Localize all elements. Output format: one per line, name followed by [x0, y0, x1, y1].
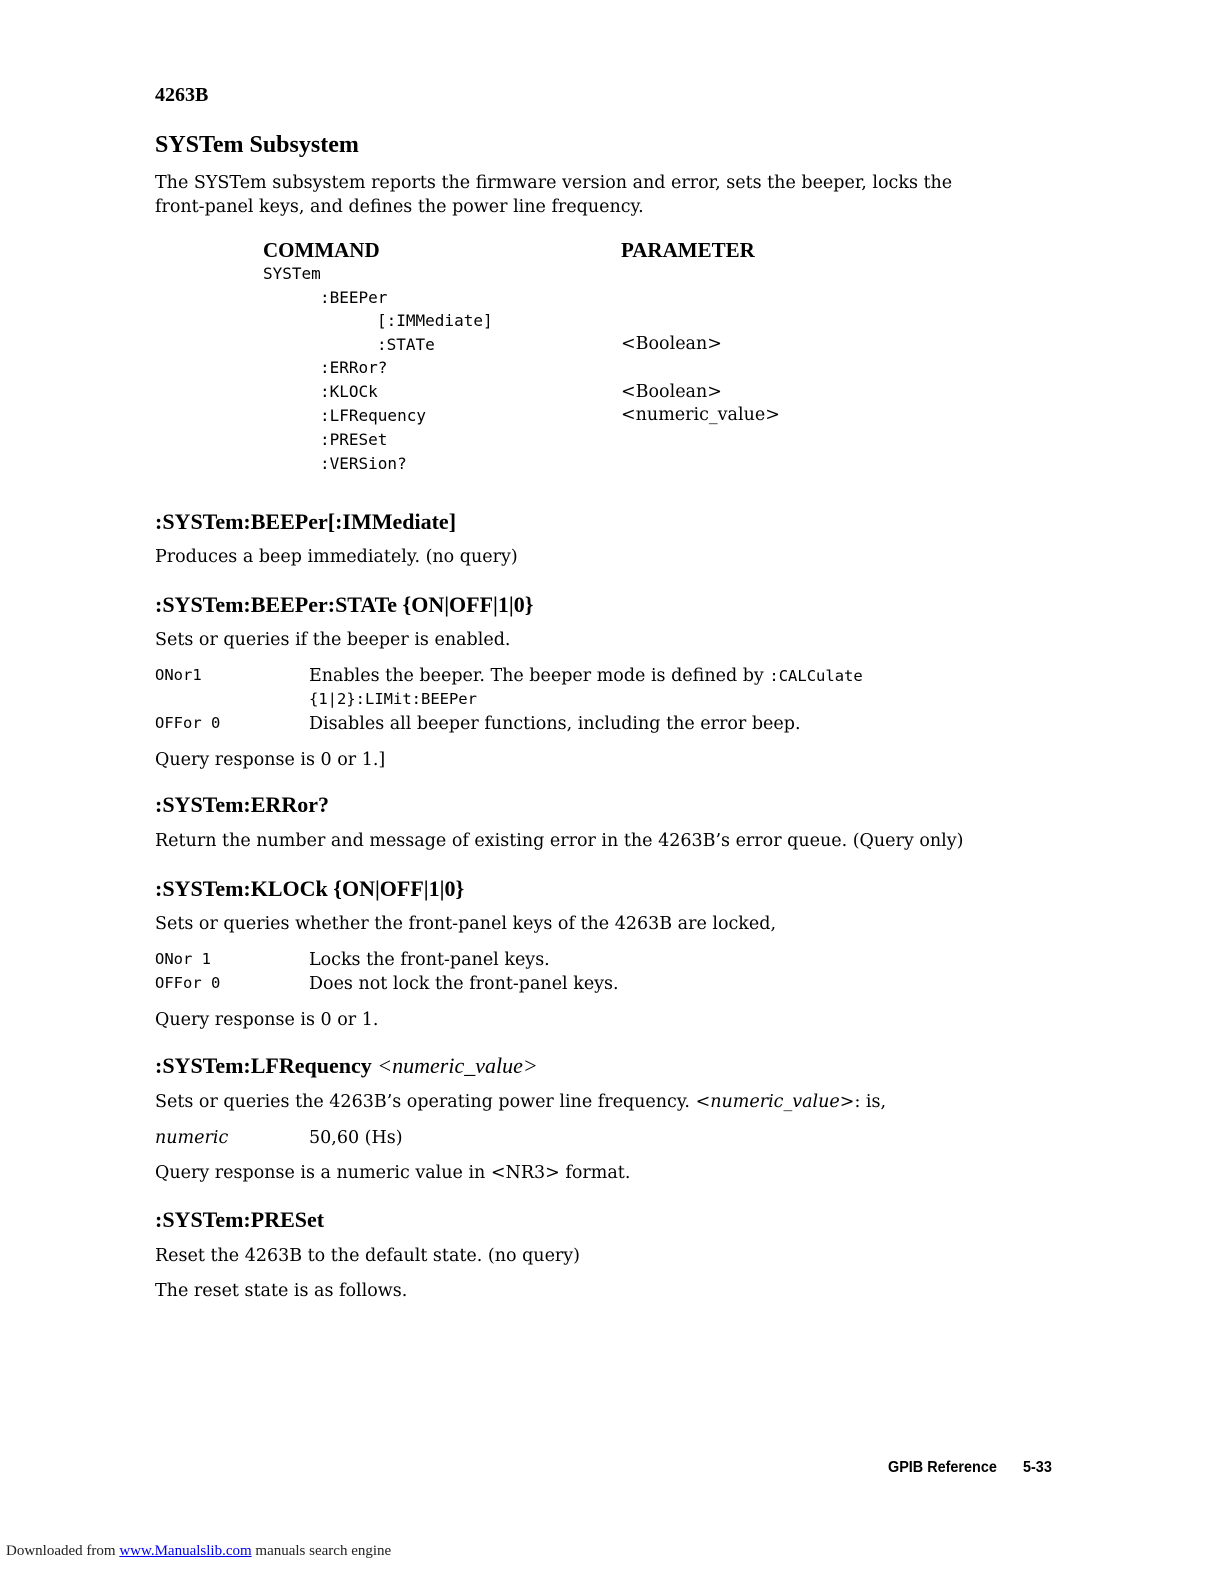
option-desc-command: :CALCulate: [769, 667, 863, 685]
beeper-state-query: Query response is 0 or 1.]: [155, 750, 386, 770]
option-desc: 50,60 (Hs): [309, 1128, 403, 1148]
error-desc: Return the number and message of existing error in the 4263B’s error queue. (Query only): [155, 831, 964, 851]
command-row: :VERSion?: [320, 454, 407, 473]
section-title: SYSTem Subsystem: [155, 132, 359, 158]
command-row: [:IMMediate]: [377, 311, 493, 330]
option-term: ONor1: [155, 666, 202, 684]
command-row: SYSTem: [263, 264, 321, 283]
lfrequency-query: Query response is a numeric value in <NR3> format.: [155, 1163, 631, 1183]
intro-line-1: The SYSTem subsystem reports the firmware version and error, sets the beeper, locks the: [155, 173, 953, 193]
preset-desc: Reset the 4263B to the default state. (no query): [155, 1246, 580, 1266]
footer-page-number: 5-33: [1023, 1459, 1052, 1476]
lfrequency-desc-text: Sets or queries the 4263B’s operating power line frequency.: [155, 1092, 690, 1112]
beeper-state-title: [155, 592, 533, 618]
parameter-cell: <numeric_value>: [621, 405, 780, 425]
beeper-state-args: {ON|OFF|1|0}: [402, 592, 534, 617]
footer-section: GPIB Reference: [888, 1459, 997, 1476]
beeper-state-desc: Sets or queries if the beeper is enabled.: [155, 630, 511, 650]
beeper-immediate-title: :SYSTem:BEEPer[:IMMediate]: [155, 509, 457, 534]
lfrequency-desc-suffix: : is,: [854, 1092, 887, 1112]
option-desc: Disables all beeper functions, including the error beep.: [309, 714, 801, 734]
lfrequency-command: :SYSTem:LFRequency: [155, 1053, 372, 1078]
model-header: 4263B: [155, 84, 209, 106]
command-row: :KLOCk: [320, 382, 378, 401]
beeper-state-command: :SYSTem:BEEPer:STATe: [155, 592, 398, 617]
klock-args: {ON|OFF|1|0}: [333, 876, 465, 901]
lfrequency-desc-arg: <numeric_value>: [695, 1092, 855, 1112]
option-term: ONor 1: [155, 950, 211, 968]
intro-line-2: front-panel keys, and defines the power line frequency.: [155, 197, 644, 217]
manualslib-link[interactable]: www.Manualslib.com: [119, 1543, 252, 1559]
option-term: OFFor 0: [155, 974, 221, 992]
klock-desc: Sets or queries whether the front-panel keys of the 4263B are locked,: [155, 914, 777, 934]
download-notice: [6, 1543, 391, 1560]
command-row: :PRESet: [320, 430, 388, 449]
option-desc: Locks the front-panel keys.: [309, 950, 550, 970]
error-title: :SYSTem:ERRor?: [155, 792, 329, 817]
lfrequency-desc: [155, 1090, 886, 1114]
lfrequency-title: [155, 1053, 538, 1079]
klock-command: :SYSTem:KLOCk: [155, 876, 328, 901]
preset-desc-2: The reset state is as follows.: [155, 1281, 408, 1301]
option-desc: [309, 664, 863, 688]
download-prefix: Downloaded from: [6, 1543, 116, 1559]
lfrequency-args: <numeric_value>: [377, 1053, 538, 1078]
preset-title: :SYSTem:PRESet: [155, 1207, 325, 1232]
command-row: :ERRor?: [320, 358, 388, 377]
parameter-cell: <Boolean>: [621, 334, 722, 354]
col-command-header: COMMAND: [263, 238, 380, 262]
command-row: :LFRequency: [320, 406, 426, 425]
parameter-cell: <Boolean>: [621, 382, 722, 402]
klock-title: [155, 876, 464, 902]
col-parameter-header: PARAMETER: [621, 238, 755, 262]
option-desc-command-cont: {1|2}:LIMit:BEEPer: [309, 690, 477, 708]
option-term: OFFor 0: [155, 714, 221, 732]
command-row: :STATe: [377, 335, 435, 354]
option-desc-text: Enables the beeper. The beeper mode is defined by: [309, 666, 764, 686]
command-row: :BEEPer: [320, 288, 388, 307]
klock-query: Query response is 0 or 1.: [155, 1010, 379, 1030]
beeper-immediate-desc: Produces a beep immediately. (no query): [155, 547, 518, 567]
option-desc: Does not lock the front-panel keys.: [309, 974, 619, 994]
download-suffix: manuals search engine: [255, 1543, 392, 1559]
option-term: numeric: [155, 1128, 229, 1148]
